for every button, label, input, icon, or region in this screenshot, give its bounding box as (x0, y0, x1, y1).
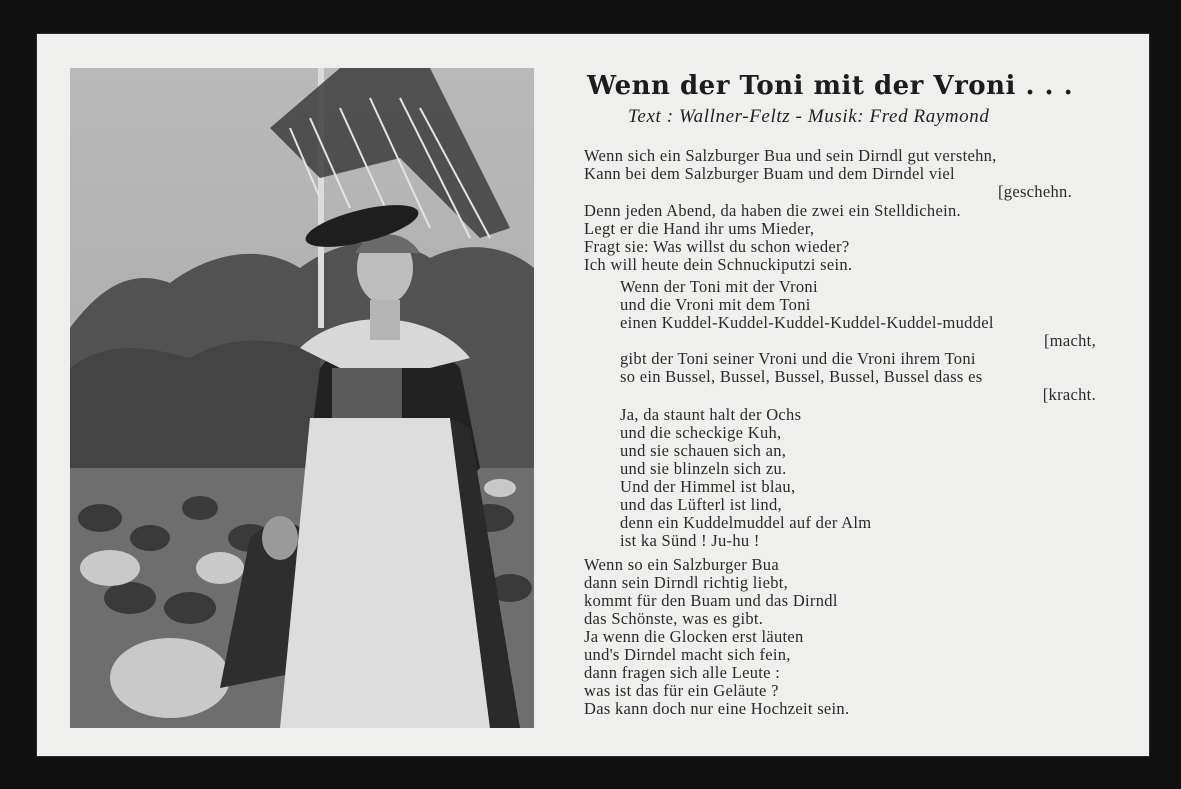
lyrics-column (584, 68, 1104, 728)
refrain-line: so ein Bussel, Bussel, Bussel, Bussel, Bussel dass es (620, 367, 983, 386)
verse-line: dann fragen sich alle Leute : (584, 663, 781, 682)
chorus-line: und das Lüfterl ist lind, (620, 495, 782, 514)
song-title: Wenn der Toni mit der Vroni . . . (587, 71, 1074, 101)
verse-line: [geschehn. (997, 182, 1072, 201)
refrain-line: [kracht. (1042, 385, 1096, 404)
verse-line: Ja wenn die Glocken erst läuten (584, 627, 804, 646)
verse-line: Wenn sich ein Salzburger Bua und sein Dirndl gut verstehn, (584, 146, 997, 165)
verse-line: Kann bei dem Salzburger Buam und dem Dirndel viel (584, 164, 955, 183)
verse-line: Fragt sie: Was willst du schon wieder? (584, 237, 850, 256)
verse-line: das Schönste, was es gibt. (584, 609, 764, 628)
photo-illustration (70, 68, 534, 728)
chorus-line: und sie blinzeln sich zu. (620, 459, 787, 478)
chorus-line: Ja, da staunt halt der Ochs (620, 405, 802, 424)
verse-line: was ist das für ein Geläute ? (584, 681, 779, 700)
verse-line: Legt er die Hand ihr ums Mieder, (584, 219, 815, 238)
refrain-line: Wenn der Toni mit der Vroni (620, 277, 818, 296)
photo-woman-in-dirndl (70, 68, 534, 728)
refrain-line: [macht, (1043, 331, 1096, 350)
chorus-line: und sie schauen sich an, (620, 441, 787, 460)
refrain-line: einen Kuddel-Kuddel-Kuddel-Kuddel-Kuddel-muddel (620, 313, 994, 332)
verse-line: Wenn so ein Salzburger Bua (584, 555, 779, 574)
song-credits: Text : Wallner-Feltz - Musik: Fred Raymond (628, 106, 990, 127)
verse-line: und's Dirndel macht sich fein, (584, 645, 791, 664)
verse-line: dann sein Dirndl richtig liebt, (584, 573, 789, 592)
chorus-line: denn ein Kuddelmuddel auf der Alm (620, 513, 872, 532)
verse-line: Denn jeden Abend, da haben die zwei ein Stelldichein. (584, 201, 961, 220)
chorus-line: Und der Himmel ist blau, (620, 477, 796, 496)
refrain-line: und die Vroni mit dem Toni (620, 295, 811, 314)
refrain-line: gibt der Toni seiner Vroni und die Vroni ihrem Toni (620, 349, 976, 368)
chorus-line: ist ka Sünd ! Ju-hu ! (620, 531, 760, 550)
verse-line: Ich will heute dein Schnuckiputzi sein. (584, 255, 853, 274)
verse-line: kommt für den Buam und das Dirndl (584, 591, 838, 610)
verse-line: Das kann doch nur eine Hochzeit sein. (584, 699, 850, 718)
chorus-line: und die scheckige Kuh, (620, 423, 782, 442)
